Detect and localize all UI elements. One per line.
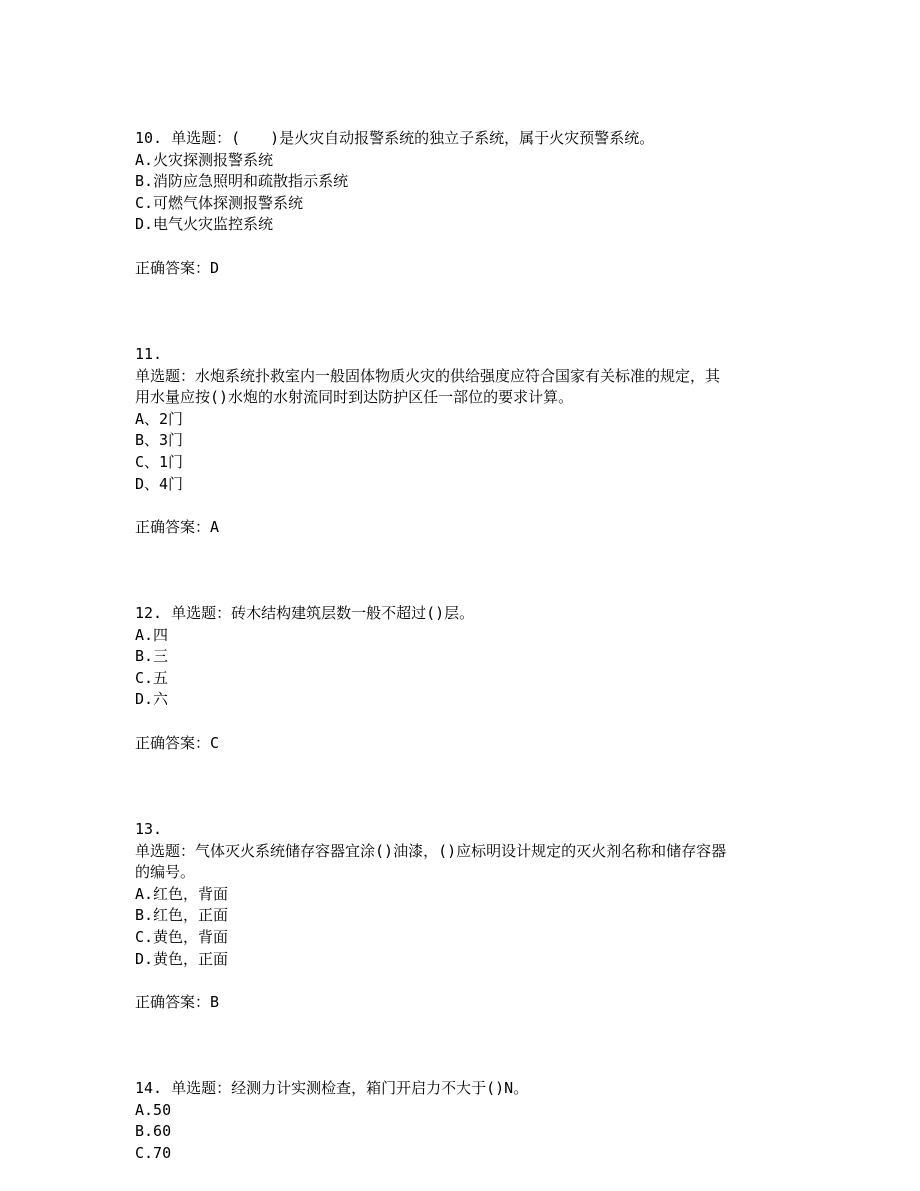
option-d: D.黄色，正面 — [135, 949, 229, 968]
correct-answer: 正确答案：D — [135, 258, 220, 277]
option-b: B.消防应急照明和疏散指示系统 — [135, 172, 349, 191]
option-c: C、1门 — [135, 452, 184, 471]
question-stem: 10. 单选题：( )是火灾自动报警系统的独立子系统，属于火灾预警系统。 — [135, 129, 655, 147]
option-b: B、3门 — [135, 431, 184, 450]
option-d: D.电气火灾监控系统 — [135, 215, 274, 234]
correct-answer: 正确答案：B — [135, 992, 220, 1011]
option-d: D、4门 — [135, 474, 184, 493]
question-12 — [135, 603, 795, 819]
option-a: A.红色，背面 — [135, 884, 229, 903]
question-13 — [135, 819, 795, 1078]
question-stem-continued: 用水量应按()水炮的水射流同时到达防护区任一部位的要求计算。 — [135, 388, 574, 407]
question-stem: 14. 单选题：经测力计实测检查，箱门开启力不大于()N。 — [135, 1079, 529, 1098]
option-c: C.可燃气体探测报警系统 — [135, 193, 304, 212]
question-11 — [135, 344, 795, 603]
option-c: C.70 — [135, 1143, 172, 1162]
exam-page — [135, 128, 795, 1165]
option-a: A.火灾探测报警系统 — [135, 150, 274, 169]
question-stem: 单选题：水炮系统扑救室内一般固体物质火灾的供给强度应符合国家有关标准的规定，其 — [135, 366, 721, 385]
question-number: 11. — [135, 344, 163, 363]
question-stem-continued: 的编号。 — [135, 863, 196, 882]
correct-answer: 正确答案：C — [135, 733, 220, 752]
question-10 — [135, 128, 795, 344]
option-c: C.五 — [135, 668, 169, 687]
question-stem: 12. 单选题：砖木结构建筑层数一般不超过()层。 — [135, 604, 475, 623]
option-d: D.六 — [135, 690, 169, 709]
option-b: B.红色，正面 — [135, 906, 229, 925]
option-a: A.50 — [135, 1100, 172, 1119]
option-a: A、2门 — [135, 409, 184, 428]
question-stem: 单选题：气体灭火系统储存容器宜涂()油漆，()应标明设计规定的灭火剂名称和储存容器 — [135, 841, 727, 860]
option-c: C.黄色，背面 — [135, 928, 229, 947]
option-b: B.60 — [135, 1122, 172, 1141]
option-a: A.四 — [135, 625, 169, 644]
option-b: B.三 — [135, 647, 169, 666]
question-number: 13. — [135, 820, 163, 839]
correct-answer: 正确答案：A — [135, 517, 220, 536]
question-14 — [135, 1078, 795, 1164]
